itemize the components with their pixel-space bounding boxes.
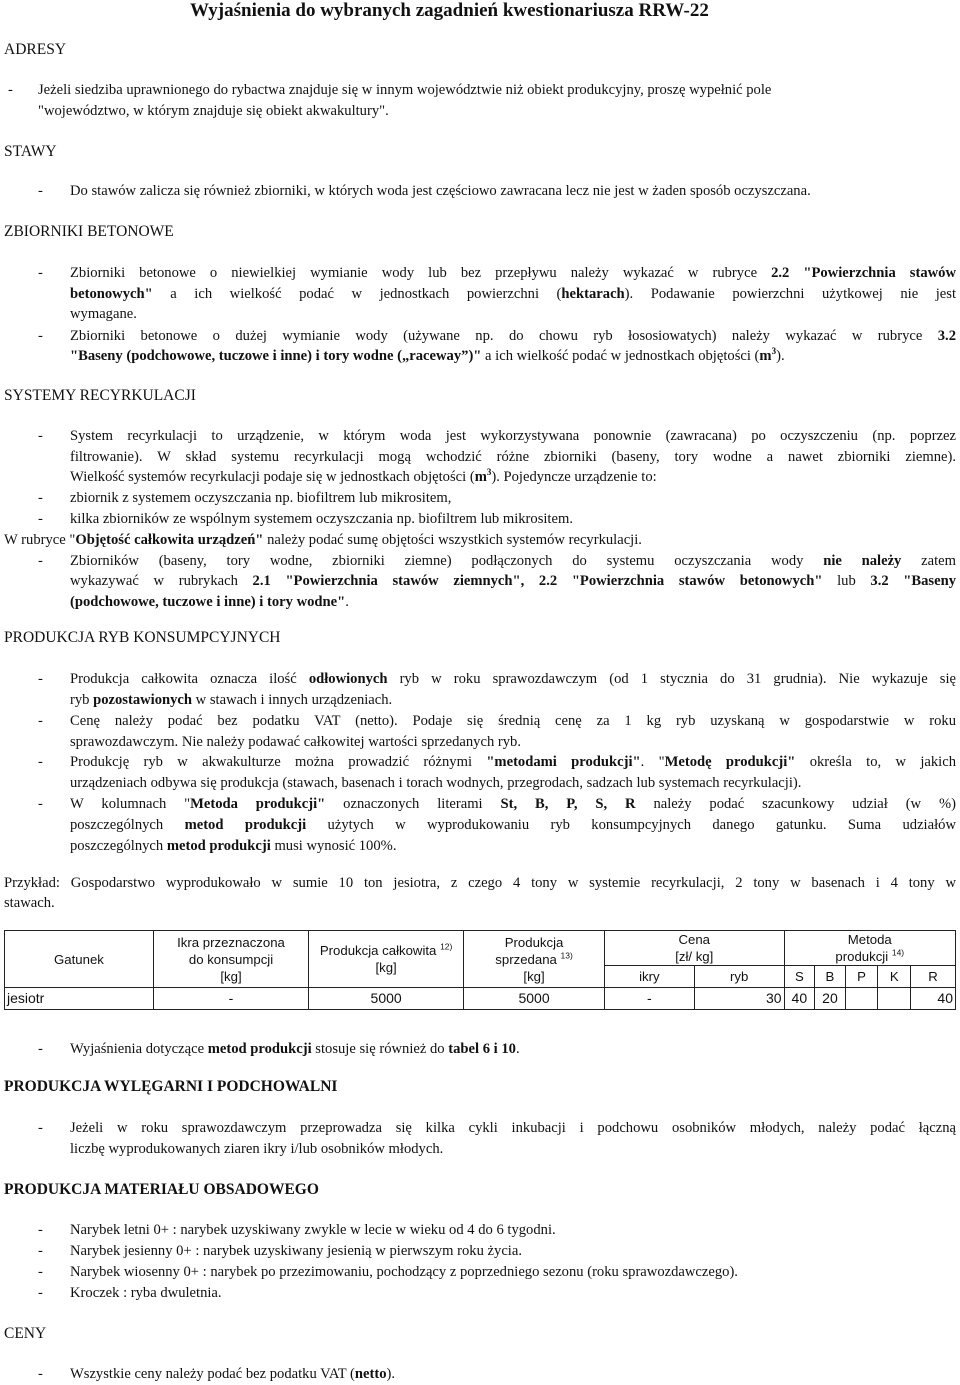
adresy-line-2: "województwo, w którym znajduje się obiekt akwakultury". <box>38 103 389 119</box>
example-line-1: Przykład: Gospodarstwo wyprodukowało w sumie 10 ton jesiotra, z czego 4 tony w systemie recyrkulacji, 2 tony w basenach i 4 tony w <box>4 875 956 891</box>
material-item: Kroczek : ryba dwuletnia. <box>70 1285 222 1301</box>
after-table-note: Wyjaśnienia dotyczące metod produkcji stosuje się również do tabel 6 i 10. <box>70 1041 520 1057</box>
systemy-device-2: kilka zbiorników ze wspólnym systemem oczyszczania np. biofiltrem lub mikrositem. <box>70 511 573 527</box>
bullet-dash: - <box>38 553 43 569</box>
systemy-zbiorniki-line-3: (podchowowe, tuczowe i inne) i tory wodne". <box>70 594 349 610</box>
table-header-row <box>5 931 956 966</box>
section-systemy: SYSTEMY RECYRKULACJI <box>4 387 196 404</box>
zbiorniki-b-line-2: "Baseny (podchowowe, tuczowe i inne) i tory wodne („raceway”)" a ich wielkość podać w jednostkach objętości $(m^3)$. <box>70 346 785 364</box>
bullet-dash: - <box>38 1120 43 1136</box>
material-item: Narybek jesienny 0+ : narybek uzyskiwany jesienią w pierwszym roku życia. <box>70 1243 522 1259</box>
kons-kolumny-line-2: poszczególnych metod produkcji użytych w wyprodukowaniu ryb konsumpcyjnych danego gatunku. Suma udziałów <box>70 817 956 833</box>
example-line-2: stawach. <box>4 895 55 911</box>
bullet-dash: - <box>38 1264 43 1280</box>
cell-cena-ikry: - <box>604 988 694 1010</box>
bullet-dash: - <box>38 490 43 506</box>
systemy-line-1: System recyrkulacji to urządzenie, w którym woda jest wykorzystywana ponownie (zawracana) po oczyszczeniu (np. poprzez <box>70 428 956 444</box>
bullet-dash: - <box>38 754 43 770</box>
kons-kolumny-line-3: poszczególnych metod produkcji musi wynosić 100%. <box>70 838 397 854</box>
cell-sprzedana: 5000 <box>464 988 605 1010</box>
systemy-line-2: filtrowanie). W skład systemu recyrkulacji mogą wchodzić różne zbiorniki (baseny, tory wodne a nawet zbiorniki ziemne). <box>70 449 956 465</box>
bullet-dash: - <box>38 1366 43 1382</box>
material-item: Narybek wiosenny 0+ : narybek po przezimowaniu, pochodzący z poprzedniego sezonu (roku sprawozdawczego). <box>70 1264 738 1280</box>
systemy-zbiorniki-line-2: wykazywać w rubrykach 2.1 "Powierzchnia stawów ziemnych", 2.2 "Powierzchnia stawów betonowych" lub 3.2 "Baseny <box>70 573 957 589</box>
kons-produkcja-line-2: ryb pozostawionych w stawach i innych urządzeniach. <box>70 692 393 708</box>
adresy-line-1: Jeżeli siedziba uprawnionego do rybactwa znajduje się w innym województwie niż obiekt produkcyjny, proszę wypełnić pole <box>38 82 772 98</box>
zbiorniki-b-line-1: Zbiorniki betonowe o dużej wymianie wody (używane np. do chowu ryb łososiowatych) należy wykazać w rubryce 3.2 <box>70 328 956 344</box>
bullet-dash: - <box>38 328 43 344</box>
bullet-dash: - <box>38 671 43 687</box>
systemy-device-1: zbiornik z systemem oczyszczania np. biofiltrem lub mikrositem, <box>70 490 452 506</box>
subheader-p: P <box>845 966 878 988</box>
bullet-dash: - <box>38 713 43 729</box>
header-cena: Cena [zł/ kg] <box>604 931 784 966</box>
systemy-rubryka: W rubryce "Objętość całkowita urządzeń" należy podać sumę objętości wszystkich systemów recyrkulacji. <box>4 532 642 548</box>
systemy-zbiorniki-line-1: Zbiorników (baseny, tory wodne, zbiorniki ziemne) podłączonych do systemu oczyszczania wody nie należy zatem <box>70 553 956 569</box>
bullet-dash: - <box>38 1285 43 1301</box>
kons-cena-line-2: sprawozdawczym. Nie należy podawać całkowitej wartości sprzedanych ryb. <box>70 734 522 750</box>
kons-metody-line-2: urządzeniach odbywa się produkcja (stawach, basenach i torach wodnych, przegrodach, sadzach lub systemach recyrkulacji). <box>70 775 802 791</box>
bullet-dash: - <box>38 511 43 527</box>
zbiorniki-a-line-2: betonowych" a ich wielkość podać w jednostkach powierzchni (hektarach). Podawanie powierzchni użytkowej nie jest <box>70 286 957 302</box>
kons-cena-line-1: Cenę należy podać bez podatku VAT (netto). Podaje się średnią cenę za 1 kg ryb uzyskaną w gospodarstwie w roku <box>70 713 956 729</box>
bullet-dash: - <box>38 1243 43 1259</box>
bullet-dash: - <box>38 1222 43 1238</box>
bullet-dash: - <box>38 796 43 812</box>
ceny-text: Wszystkie ceny należy podać bez podatku VAT (netto). <box>70 1366 396 1382</box>
header-metoda: Metoda produkcji $^{14)}$ <box>784 931 955 966</box>
wylegarnia-line-1: Jeżeli w roku sprawozdawczym przeprowadza się kilka cykli inkubacji i podchowu osobników młodych, należy podać łączną <box>70 1120 956 1136</box>
subheader-ryb: ryb <box>694 966 784 988</box>
section-wylegarnia: PRODUKCJA WYLĘGARNI I PODCHOWALNI <box>4 1078 338 1095</box>
page-title: Wyjaśnienia do wybranych zagadnień kwestionariusza RRW-22 <box>190 0 709 21</box>
bullet-dash: - <box>38 265 43 281</box>
subheader-r: R <box>911 966 956 988</box>
kons-metody-line-1: Produkcję ryb w akwakulturze można prowadzić różnymi "metodami produkcji". "Metodę produkcji" określa to, w jakich <box>70 754 956 770</box>
subheader-b: B <box>815 966 846 988</box>
stawy-text: Do stawów zalicza się również zbiorniki, w których woda jest częściowo zawracana lecz nie jest w żaden sposób oczyszczana. <box>70 183 811 199</box>
cell-calkowita: 5000 <box>309 988 464 1010</box>
kons-produkcja-line-1: Produkcja całkowita oznacza ilość odłowionych ryb w roku sprawozdawczym (od 1 stycznia do 31 grudnia). Nie wykazuje się <box>70 671 956 687</box>
header-ikra: Ikra przeznaczona do konsumpcji [kg] <box>153 931 308 988</box>
bullet-dash: - <box>8 82 13 98</box>
section-adresy: ADRESY <box>4 41 67 58</box>
section-stawy: STAWY <box>4 143 57 160</box>
zbiorniki-a-line-3: wymagane. <box>70 306 137 322</box>
header-gatunek: Gatunek <box>5 931 154 988</box>
header-produkcja-sprzedana: Produkcja sprzedana $^{13)}$ [kg] <box>464 931 605 988</box>
cell-metoda-k <box>878 988 911 1010</box>
material-item: Narybek letni 0+ : narybek uzyskiwany zwykle w lecie w wieku od 4 do 6 tygodni. <box>70 1222 556 1238</box>
section-zbiorniki: ZBIORNIKI BETONOWE <box>4 223 174 240</box>
cell-ikra: - <box>153 988 308 1010</box>
subheader-k: K <box>878 966 911 988</box>
kons-kolumny-line-1: W kolumnach "Metoda produkcji" oznaczonych literami St, B, P, S, R należy podać szacunkowy udział (w %) <box>70 796 956 812</box>
section-konsumpcyjne: PRODUKCJA RYB KONSUMPCYJNYCH <box>4 629 281 646</box>
wylegarnia-line-2: liczbę wyprodukowanych ziaren ikry i/lub osobników młodych. <box>70 1141 444 1157</box>
systemy-line-3: Wielkość systemów recyrkulacji podaje się w jednostkach objętości $(m^3)$. Pojedyncze urządzenie to: <box>70 467 657 485</box>
bullet-dash: - <box>38 428 43 444</box>
cell-metoda-p <box>845 988 878 1010</box>
section-ceny: CENY <box>4 1325 47 1342</box>
bullet-dash: - <box>38 1041 43 1057</box>
cell-metoda-s: 40 <box>784 988 815 1010</box>
bullet-dash: - <box>38 183 43 199</box>
header-produkcja-calkowita: Produkcja całkowita $^{12)}$ [kg] <box>309 931 464 988</box>
zbiorniki-a-line-1: Zbiorniki betonowe o niewielkiej wymianie wody lub bez przepływu należy wykazać w rubryce 2.2 "Powierzchnia stawów <box>70 265 956 281</box>
subheader-s: S <box>784 966 815 988</box>
cell-metoda-b: 20 <box>815 988 846 1010</box>
table-row <box>5 988 956 1010</box>
subheader-ikry: ikry <box>604 966 694 988</box>
cell-gatunek: jesiotr <box>5 988 154 1010</box>
section-material: PRODUKCJA MATERIAŁU OBSADOWEGO <box>4 1181 319 1198</box>
cell-cena-ryb: 30 <box>694 988 784 1010</box>
cell-metoda-r: 40 <box>911 988 956 1010</box>
production-table <box>4 930 956 1010</box>
